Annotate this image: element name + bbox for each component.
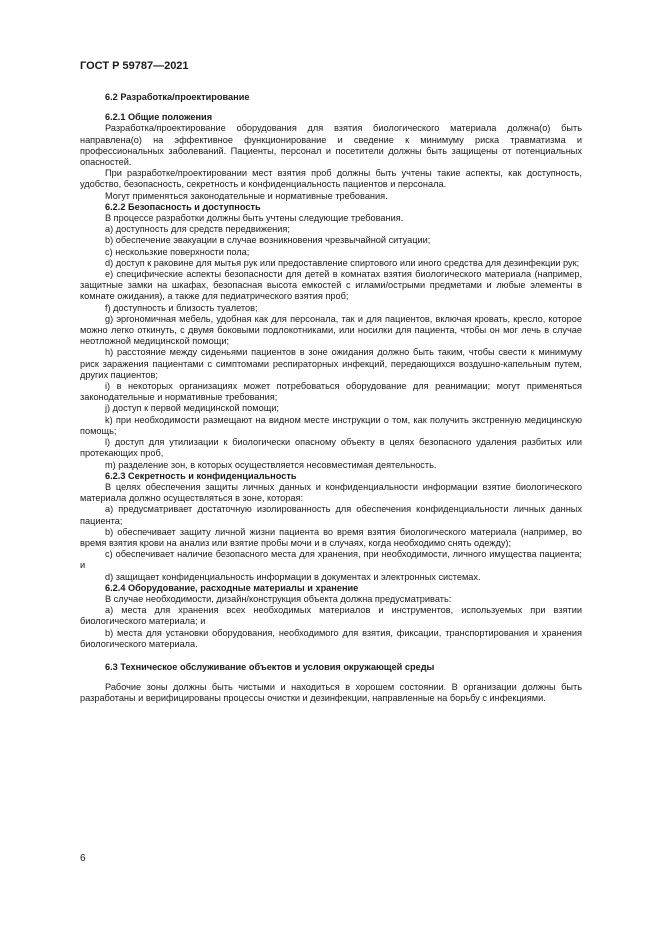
paragraph: Разработка/проектирование оборудования для взятия биологического материала должна(о) быть направлена(о) на эффективное функционирование и сведение к минимуму риска травматизма и профессиональных заболеваний. Пациенты, персонал и посетители должны быть защищены от потенциальных опасностей. — [80, 123, 582, 168]
paragraph: В процессе разработки должны быть учтены следующие требования. — [105, 213, 404, 224]
document-body — [80, 92, 582, 705]
list-item: e) специфические аспекты безопасности для детей в комнатах взятия биологического материала (например, защитные замки на шкафах, безопасная высота емкостей с иглами/острыми предметами и любые элементы в комнате ожидания), а также для педиатрического взятия проб; — [80, 269, 582, 302]
list-item: a) места для хранения всех необходимых материалов и инструментов, используемых при взятии биологического материала; и — [80, 605, 582, 627]
list-item: b) обеспечивает защиту личной жизни пациента во время взятия биологического материала (например, во время взятия крови на анализ или взятие пробы мочи и в случаях, когда необходимо снять одежду); — [80, 526, 582, 548]
paragraph: В случае необходимости, дизайн/конструкция объекта должна предусматривать: — [105, 593, 452, 604]
list-item: m) разделение зон, в которых осуществляется несовместимая деятельность. — [105, 459, 437, 470]
list-item: b) места для установки оборудования, необходимого для взятия, фиксации, транспортирования и хранения биологического материала. — [80, 627, 582, 649]
list-item: f) доступность и близость туалетов; — [105, 302, 258, 313]
list-item: c) нескользкие поверхности пола; — [105, 246, 250, 257]
subsection-6-2-4-title: 6.2.4 Оборудование, расходные материалы и хранение — [105, 582, 359, 593]
list-item: g) эргономичная мебель, удобная как для персонала, так и для пациентов, включая кровать, кресло, которое можно легко откинуть, с двумя боковыми подлокотниками, или носилки для пациента, чтобы он мог лечь в случае неотложной медицинской помощи; — [80, 313, 582, 347]
subsection-6-2-2-title: 6.2.2 Безопасность и доступность — [105, 201, 261, 212]
list-item: d) доступ к раковине для мытья рук или предоставление спиртового или иного средства для дезинфекции рук; — [105, 257, 580, 268]
list-item: a) предусматривает достаточную изолированность для обеспечения конфиденциальности личных данных пациента; — [80, 504, 582, 526]
document-header: ГОСТ Р 59787—2021 — [80, 60, 189, 72]
list-item: j) доступ к первой медицинской помощи; — [105, 403, 279, 414]
paragraph: Могут применяться законодательные и нормативные требования. — [105, 190, 388, 201]
list-item: d) защищает конфиденциальность информации в документах и электронных системах. — [105, 571, 481, 582]
subsection-6-2-1-title: 6.2.1 Общие положения — [105, 112, 213, 123]
paragraph: В целях обеспечения защиты личных данных и конфиденциальности информации взятие биологического материала должно осуществляться в зоне, которая: — [80, 481, 582, 504]
paragraph: Рабочие зоны должны быть чистыми и находиться в хорошем состоянии. В организации должны быть разработаны и верифицированы процессы очистки и дезинфекции, направленные на борьбу с инфекциями. — [80, 682, 582, 704]
section-6-2-title: 6.2 Разработка/проектирование — [105, 92, 250, 102]
subsection-6-2-3-title: 6.2.3 Секретность и конфиденциальность — [105, 470, 297, 481]
paragraph: При разработке/проектировании мест взятия проб должны быть учтены такие аспекты, как доступность, удобство, безопасность, секретность и конфиденциальность пациентов и персонала. — [80, 168, 582, 190]
list-item: b) обеспечение эвакуации в случае возникновения чрезвычайной ситуации; — [105, 235, 431, 246]
list-item: k) при необходимости размещают на видном месте инструкции о том, как получить экстренную медицинскую помощь; — [80, 414, 582, 436]
list-item: i) в некоторых организациях может потребоваться оборудование для реанимации; могут применяться законодательные и нормативные требования; — [80, 381, 582, 403]
list-item: a) доступность для средств передвижения; — [105, 224, 290, 235]
section-6-3-title: 6.3 Техническое обслуживание объектов и условия окружающей среды — [105, 661, 435, 672]
list-item: h) расстояние между сиденьями пациентов в зоне ожидания должно быть таким, чтобы свести к минимуму риск заражения пациентами с симптомами респираторных инфекций, передающихся воздушно-капельным путем, других пациентов; — [80, 347, 582, 380]
list-item: l) доступ для утилизации к биологически опасному объекту в целях безопасного удаления разбитых или протекающих проб, — [80, 437, 582, 459]
page-number: 6 — [80, 853, 86, 864]
list-item: c) обеспечивает наличие безопасного места для хранения, при необходимости, личного имущества пациента; и — [80, 549, 582, 571]
